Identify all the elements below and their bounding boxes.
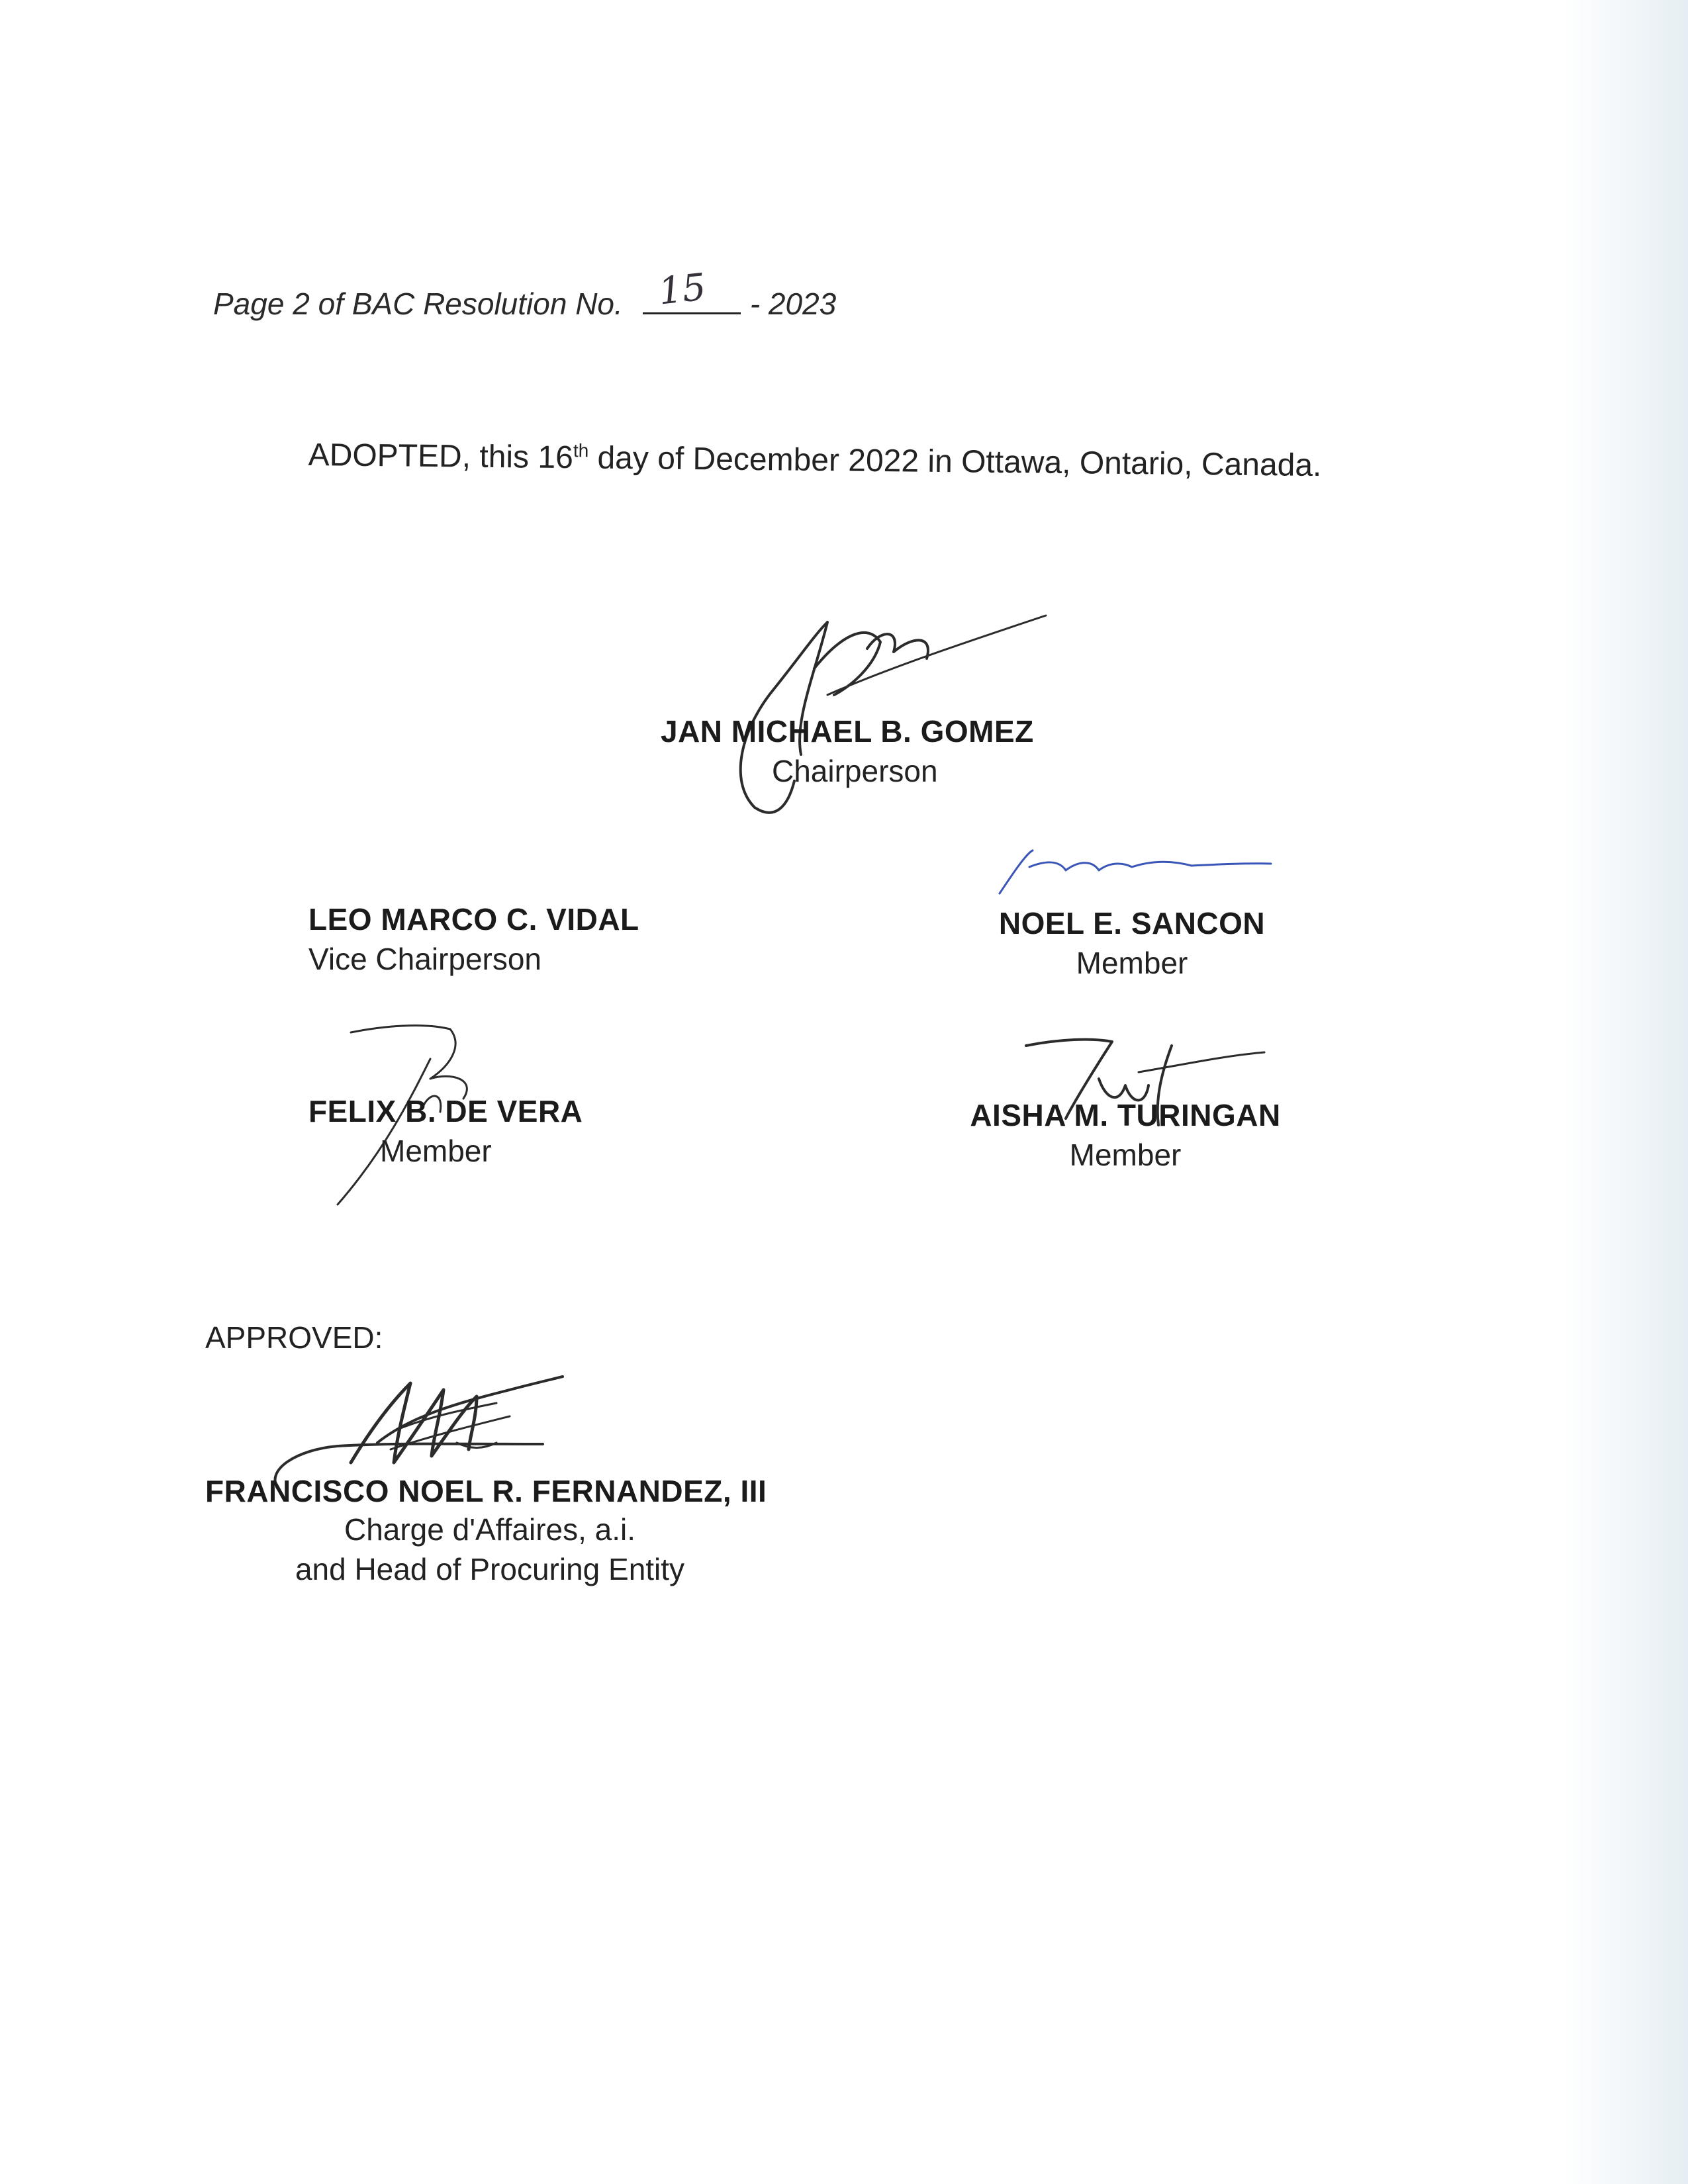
- de-vera-block: [308, 1093, 583, 1169]
- approved-label: APPROVED:: [205, 1320, 383, 1355]
- resolution-number-blank: [643, 265, 741, 314]
- chairperson-title: Chairperson: [772, 754, 938, 788]
- turingan-block: [953, 1097, 1297, 1173]
- adoption-text-after: day of December 2022 in Ottawa, Ontario, Canada.: [588, 440, 1322, 484]
- scan-edge-shading: [1562, 0, 1688, 2184]
- chairperson-name: JAN MICHAEL B. GOMEZ: [661, 714, 1034, 749]
- sancon-title: Member: [1076, 946, 1188, 980]
- header-prefix: Page 2 of BAC Resolution No.: [213, 287, 623, 321]
- approver-title-block: [205, 1512, 774, 1587]
- vice-chair-block: [308, 901, 639, 977]
- header-suffix: - 2023: [749, 287, 837, 321]
- turingan-name: AISHA M. TURINGAN: [970, 1098, 1281, 1132]
- approver-title-line1: Charge d'Affaires, a.i.: [344, 1512, 636, 1547]
- chairperson-block: [661, 713, 1034, 789]
- de-vera-title: Member: [380, 1134, 492, 1168]
- page-header: [213, 265, 837, 322]
- sancon-block: [960, 905, 1304, 981]
- sancon-name: NOEL E. SANCON: [998, 906, 1266, 940]
- approver-name: FRANCISCO NOEL R. FERNANDEZ, III: [205, 1474, 767, 1508]
- approver-title-line2: and Head of Procuring Entity: [295, 1552, 685, 1586]
- adoption-statement: [308, 437, 1321, 484]
- adoption-text-before: ADOPTED, this 16: [308, 437, 574, 476]
- vice-chair-title: Vice Chairperson: [308, 942, 542, 976]
- approver-block: [205, 1473, 767, 1509]
- de-vera-name: FELIX B. DE VERA: [308, 1094, 583, 1128]
- vice-chair-name: LEO MARCO C. VIDAL: [308, 902, 639, 936]
- resolution-number: 15: [656, 265, 708, 314]
- turingan-title: Member: [1069, 1138, 1182, 1172]
- adoption-ordinal-suffix: th: [573, 440, 589, 461]
- sancon-signature: [993, 841, 1284, 900]
